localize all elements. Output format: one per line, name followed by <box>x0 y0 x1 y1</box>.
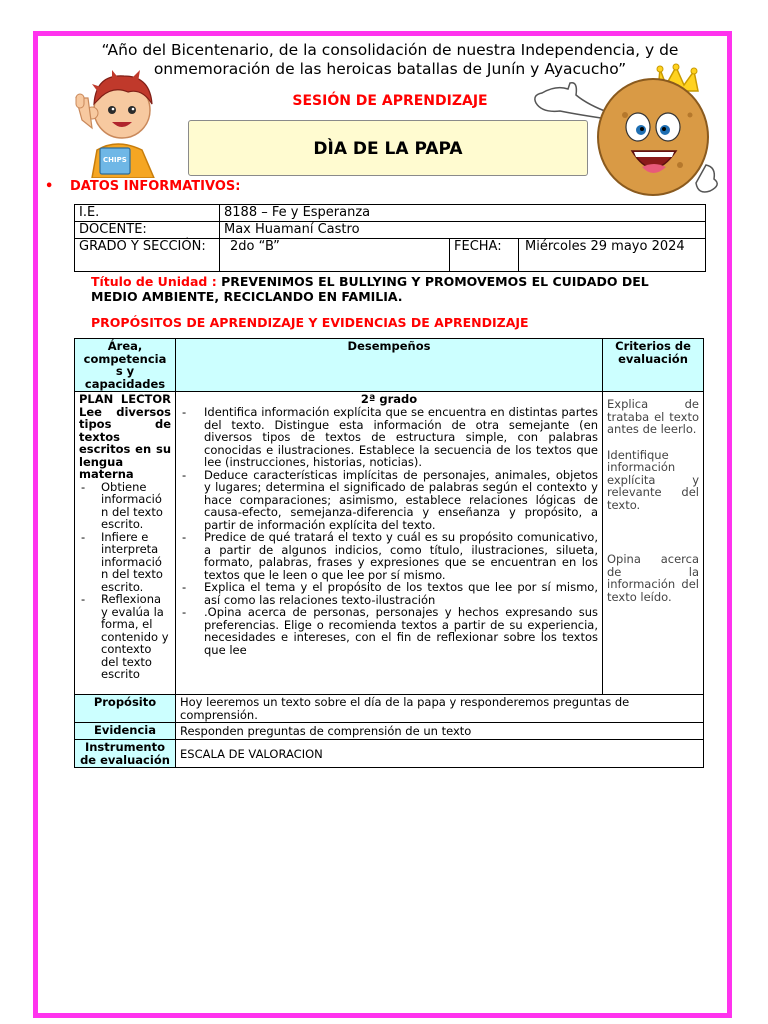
info-heading <box>45 179 240 194</box>
performance-cell <box>176 392 603 695</box>
criteria-cell <box>603 392 704 695</box>
instrument-value: ESCALA DE VALORACION <box>176 740 704 768</box>
instrument-label: Instrumento de evaluación <box>75 740 176 768</box>
table-header-row <box>75 339 704 392</box>
header-area: Área, competencia s y capacidades <box>75 339 176 392</box>
unit-title-line <box>91 274 691 304</box>
performance-item: - Deduce características implícitas de personajes, animales, objetos y lugares; determina el significado de palabras según el contexto y hace comparaciones; asimismo, establece relaciones lógicas de causa-efecto, semejanza-diferencia y enseñanza y propósito, a partir de información explícita del texto. <box>180 469 598 532</box>
learning-table <box>74 338 704 768</box>
performance-item: - Identifica información explícita que se encuentra en distintas partes del texto. Distingue esta información de otra semejante (en diversos tipos de textos de estructura simple, con palabras conocidas e ilustraciones. Establece la secuencia de los textos que lee (instrucciones, historias, noticias). <box>180 406 598 469</box>
bullet-icon: • <box>45 179 54 194</box>
info-row-ie <box>75 205 706 222</box>
main-title: DÌA DE LA PAPA <box>313 139 463 159</box>
info-row-teacher <box>75 222 706 239</box>
teacher-label: DOCENTE: <box>75 222 220 239</box>
table-content-row <box>75 392 704 695</box>
teacher-value: Max Huamaní Castro <box>220 222 706 239</box>
grade-label: GRADO Y SECCIÓN: <box>75 239 220 272</box>
session-title: SESIÓN DE APRENDIZAJE <box>292 93 488 109</box>
info-row-grade <box>75 239 706 272</box>
ie-label: I.E. <box>75 205 220 222</box>
header-criteria: Criterios de evaluación <box>603 339 704 392</box>
instrument-row <box>75 740 704 768</box>
grade-value: 2do “B” <box>220 239 450 272</box>
purpose-row <box>75 695 704 723</box>
purposes-heading: PROPÓSITOS DE APRENDIZAJE Y EVIDENCIAS DE APRENDIZAJE <box>91 315 529 330</box>
unit-title-text: PREVENIMOS EL BULLYING Y PROMOVEMOS EL CUIDADO DEL MEDIO AMBIENTE, RECICLANDO EN FAMILIA. <box>91 274 649 304</box>
criteria-item: Identifique información explícita y relevante del texto. <box>607 447 699 512</box>
date-label: FECHA: <box>450 239 519 272</box>
year-motto: “Año del Bicentenario, de la consolidación de nuestra Independencia, y de onmemoración de las heroicas batallas de Junín y Ayacucho” <box>101 41 679 78</box>
evidence-row <box>75 723 704 740</box>
info-heading-text: DATOS INFORMATIVOS: <box>70 179 241 194</box>
performance-list <box>180 406 598 656</box>
performance-item: - Explica el tema y el propósito de los textos que lee por sí mismo, así como las relaciones texto-ilustración <box>180 581 598 606</box>
header-performance: Desempeños <box>176 339 603 392</box>
evidence-value: Responden preguntas de comprensión de un texto <box>176 723 704 740</box>
grade-heading: 2ª grado <box>360 392 418 406</box>
capacity-item: - Obtiene informació n del texto escrito. <box>79 481 171 531</box>
purpose-label: Propósito <box>75 695 176 723</box>
boy-reading-illustration <box>62 58 172 178</box>
capacity-item: - Infiere e interpreta informació n del texto escrito. <box>79 531 171 594</box>
performance-item: - .Opina acerca de personas, personajes y hechos expresando sus preferencias. Elige o recomienda textos a partir de su experiencia, necesidades e intereses, con el fin de reflexionar sobre los textos que lee <box>180 606 598 656</box>
criteria-item: Opina acerca de la información del texto leído. <box>607 552 699 604</box>
criteria-item: Explica de trataba el texto antes de leerlo. <box>607 397 699 436</box>
unit-title-label: Título de Unidad : <box>91 274 217 289</box>
performance-item: - Predice de qué tratará el texto y cuál es su propósito comunicativo, a partir de algunos indicios, como título, ilustraciones, silueta, formato, palabras, frases y expresiones que se encuentran en los textos que le leen o que lee por sí mismo. <box>180 531 598 581</box>
date-value: Miércoles 29 mayo 2024 <box>519 239 706 272</box>
purpose-value: Hoy leeremos un texto sobre el día de la papa y responderemos preguntas de comprensión. <box>176 695 704 723</box>
capacity-item: - Reflexiona y evalúa la forma, el contenido y contexto del texto escrito <box>79 593 171 681</box>
book-label: CHIPS <box>103 156 127 164</box>
area-cell <box>75 392 176 695</box>
area-title: PLAN LECTOR Lee diversos tipos de textos escritos en su lengua materna <box>79 392 171 481</box>
evidence-label: Evidencia <box>75 723 176 740</box>
info-table <box>74 204 706 272</box>
capacities-list <box>79 481 171 681</box>
title-box <box>188 120 588 176</box>
ie-value: 8188 – Fe y Esperanza <box>220 205 706 222</box>
